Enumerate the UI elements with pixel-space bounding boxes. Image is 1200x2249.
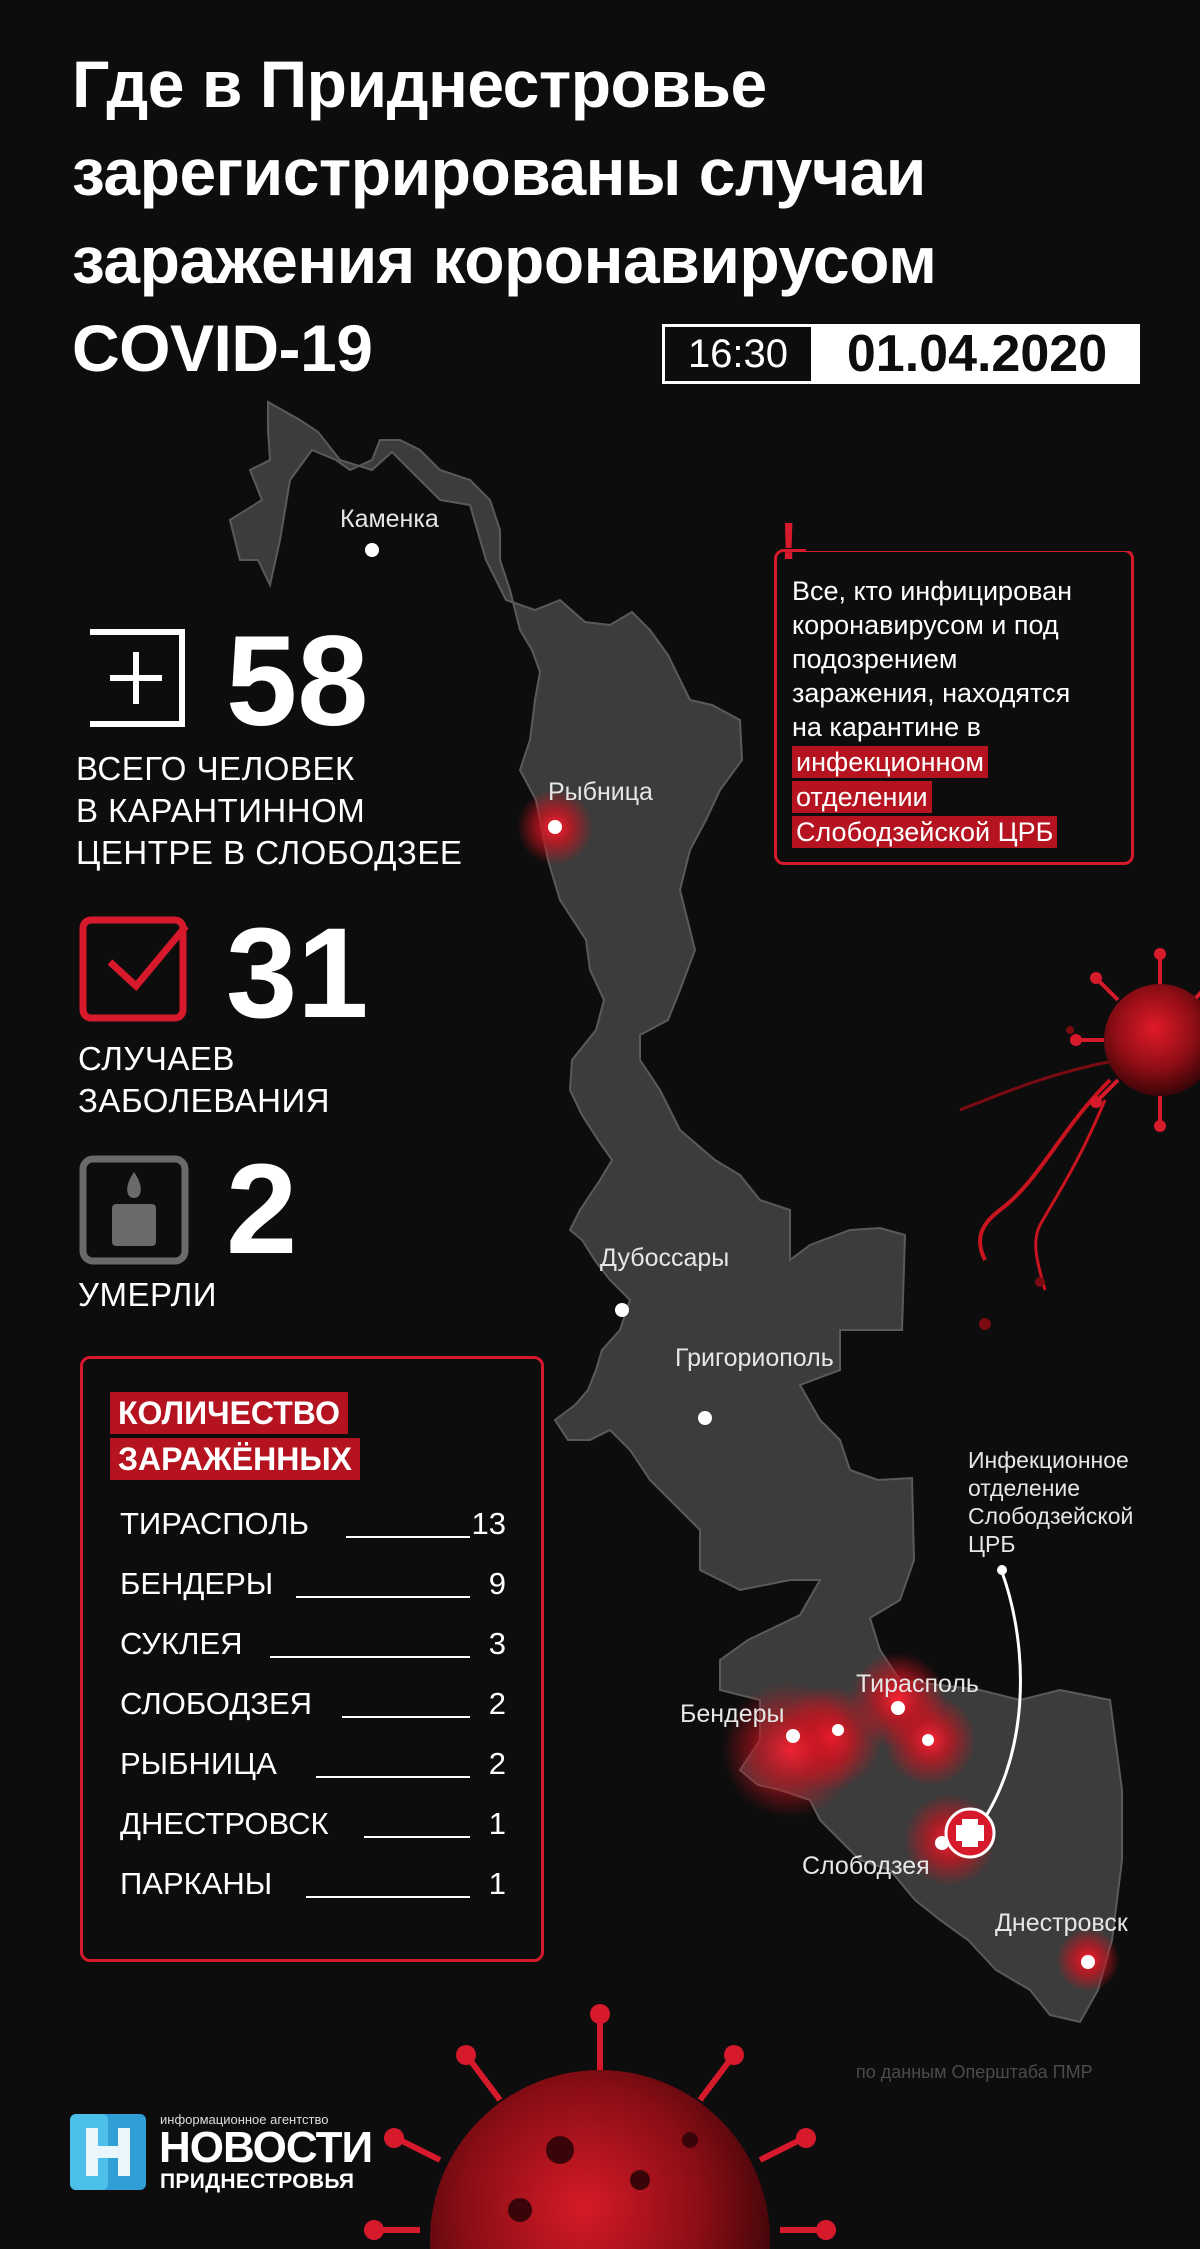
tiraspol-dot	[891, 1701, 905, 1715]
hospital-label	[968, 1446, 1133, 1558]
notice-highlight-1: инфекционном	[792, 746, 988, 778]
count-row-name: РЫБНИЦА	[120, 1746, 277, 1781]
leader-line	[296, 1596, 470, 1598]
bendery-dot-2	[832, 1724, 844, 1736]
count-row-name: ПАРКАНЫ	[120, 1866, 273, 1901]
city-label-dubossary: Дубоссары	[600, 1244, 730, 1272]
bendery-dot	[786, 1729, 800, 1743]
virus-decoration-right	[960, 948, 1200, 1330]
hospital-label-line-2: отделение	[968, 1475, 1081, 1501]
plus-square-icon	[84, 626, 188, 730]
title-line-2: зарегистрированы случаи	[72, 135, 926, 209]
notice-text	[792, 574, 1132, 849]
count-row-parkany	[120, 1866, 506, 1906]
hospital-cross-icon	[946, 1809, 994, 1857]
infected-counts-heading-1: КОЛИЧЕСТВО	[110, 1392, 348, 1434]
city-label-grigoriopol: Григориополь	[675, 1344, 834, 1372]
stat-deaths-value: 2	[226, 1138, 298, 1281]
rybnitsa-dot	[548, 820, 562, 834]
grigoriopol-dot	[698, 1411, 712, 1425]
stat-cases-caption-1: СЛУЧАЕВ	[78, 1040, 235, 1077]
time-badge: 16:30	[662, 324, 814, 384]
count-row-value: 9	[488, 1566, 506, 1601]
stat-deaths-caption-1: УМЕРЛИ	[78, 1276, 217, 1313]
logo-name: НОВОСТИ	[159, 2123, 373, 2172]
exclamation-icon: !	[780, 513, 798, 571]
count-row-slobodzeya	[120, 1686, 506, 1726]
count-row-dnestrovsk	[120, 1806, 506, 1846]
count-row-value: 1	[488, 1866, 506, 1901]
city-label-dnestrovsk: Днестровск	[995, 1909, 1128, 1937]
dubossary-dot	[615, 1303, 629, 1317]
tiraspol-dot-2	[922, 1734, 934, 1746]
leader-line	[346, 1536, 470, 1538]
dnestrovsk-dot	[1081, 1955, 1095, 1969]
notice-highlight-2: отделении	[792, 781, 932, 813]
kamenka-dot	[365, 543, 379, 557]
stat-quarantine-caption-3: ЦЕНТРЕ В СЛОБОДЗЕЕ	[76, 834, 463, 871]
city-label-kamenka: Каменка	[340, 505, 439, 533]
candle-icon	[78, 1154, 190, 1266]
city-label-rybnitsa: Рыбница	[548, 778, 653, 806]
stat-quarantine-caption-2: В КАРАНТИННОМ	[76, 792, 366, 829]
date-badge: 01.04.2020	[814, 324, 1140, 384]
leader-line	[364, 1836, 470, 1838]
count-row-value: 13	[471, 1506, 506, 1541]
data-source-note: по данным Оперштаба ПМР	[856, 2062, 1093, 2082]
city-label-tiraspol: Тирасполь	[856, 1670, 979, 1698]
count-row-sukleya	[120, 1626, 506, 1666]
news-logo-icon	[70, 2114, 146, 2190]
infected-counts-heading-2: ЗАРАЖЁННЫХ	[110, 1438, 360, 1480]
count-row-name: СЛОБОДЗЕЯ	[120, 1686, 313, 1721]
city-label-slobodzeya: Слободзея	[802, 1852, 930, 1880]
title-line-3: заражения коронавирусом	[72, 223, 937, 297]
count-row-name: БЕНДЕРЫ	[120, 1566, 274, 1601]
stat-quarantine-value: 58	[226, 610, 369, 753]
count-row-name: ДНЕСТРОВСК	[120, 1806, 329, 1841]
notice-highlight-3: Слободзейской ЦРБ	[792, 816, 1057, 848]
logo-tagline: информационное агентство	[160, 2112, 329, 2127]
virus-decoration-bottom	[364, 2004, 836, 2249]
notice-line-1: Все, кто инфицирован	[792, 576, 1073, 606]
count-row-name: СУКЛЕЯ	[120, 1626, 243, 1661]
logo-subname: ПРИДНЕСТРОВЬЯ	[160, 2170, 355, 2193]
leader-line	[306, 1896, 470, 1898]
checkbox-icon	[78, 912, 190, 1024]
title-line-1: Где в Приднестровье	[72, 47, 767, 121]
hospital-label-line-1: Инфекционное	[968, 1447, 1129, 1473]
title-line-4: COVID-19	[72, 311, 373, 385]
infected-counts-heading	[110, 1392, 360, 1484]
notice-line-5: на карантине в	[792, 712, 982, 742]
city-label-bendery: Бендеры	[680, 1700, 785, 1728]
stat-quarantine-caption-1: ВСЕГО ЧЕЛОВЕК	[76, 750, 355, 787]
count-row-value: 3	[488, 1626, 506, 1661]
hospital-label-line-3: Слободзейской	[968, 1503, 1134, 1529]
count-row-value: 2	[488, 1686, 506, 1721]
stat-quarantine-caption	[76, 748, 462, 874]
notice-line-2: коронавирусом и под	[792, 610, 1059, 640]
leader-line	[316, 1776, 470, 1778]
count-row-bendery	[120, 1566, 506, 1606]
notice-line-3: подозрением	[792, 644, 958, 674]
notice-gap	[806, 548, 1134, 551]
notice-line-4: заражения, находятся	[792, 678, 1071, 708]
leader-line	[342, 1716, 470, 1718]
count-row-value: 2	[488, 1746, 506, 1781]
count-row-name: ТИРАСПОЛЬ	[120, 1506, 309, 1541]
stat-cases-caption-2: ЗАБОЛЕВАНИЯ	[78, 1082, 331, 1119]
count-row-value: 1	[488, 1806, 506, 1841]
stat-deaths-caption	[78, 1274, 217, 1316]
count-row-tiraspol	[120, 1506, 506, 1546]
stat-cases-caption	[78, 1038, 330, 1122]
hospital-label-line-4: ЦРБ	[968, 1531, 1016, 1557]
count-row-rybnitsa	[120, 1746, 506, 1786]
stat-cases-value: 31	[226, 902, 369, 1045]
leader-line	[270, 1656, 470, 1658]
